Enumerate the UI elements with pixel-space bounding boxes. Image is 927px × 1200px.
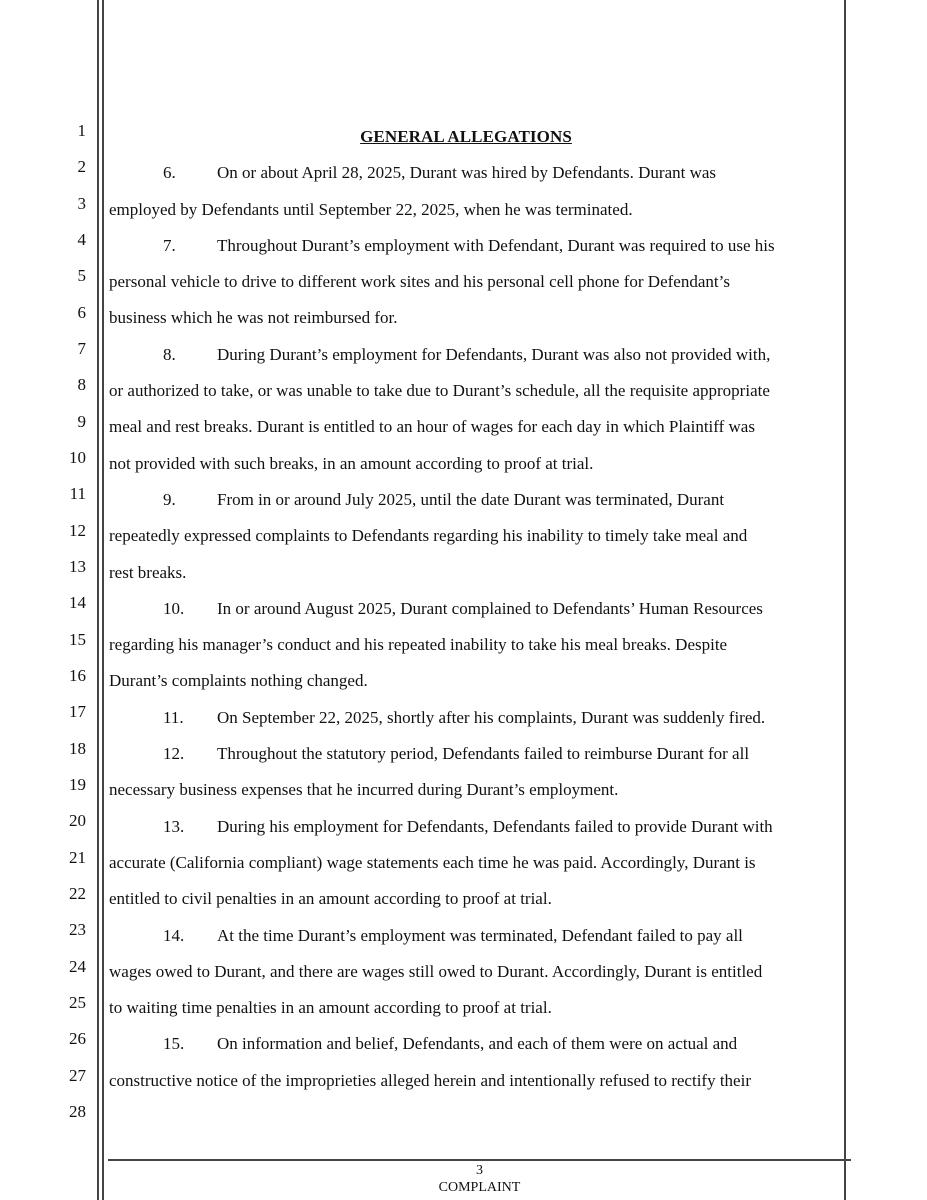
line-number: 3 [77,194,86,213]
line-number: 16 [69,666,86,685]
right-margin-rule [844,0,846,1200]
line-number: 6 [77,303,86,322]
paragraph-line: On information and belief, Defendants, and each of them were on actual and [217,1034,738,1054]
paragraph-number: 6. [163,163,176,183]
line-number: 2 [77,157,86,176]
paragraph-number: 13. [163,816,185,836]
footer-divider [108,1159,851,1161]
section-heading: GENERAL ALLEGATIONS [360,127,572,146]
paragraph-line: In or around August 2025, Durant complained to Defendants’ Human Resources [217,598,763,618]
line-number: 20 [69,811,86,830]
line-number: 18 [69,739,86,758]
paragraph-line: Throughout Durant’s employment with Defendant, Durant was required to use his [217,235,775,255]
line-number: 7 [77,339,86,358]
line-number: 27 [69,1066,86,1085]
paragraph-line: repeatedly expressed complaints to Defendants regarding his inability to timely take meal and [109,526,748,546]
line-number: 8 [77,375,86,394]
line-number: 4 [77,230,86,249]
paragraph-line: rest breaks. [109,562,187,582]
paragraph-line: or authorized to take, or was unable to take due to Durant’s schedule, all the requisite appropriate [109,381,770,401]
line-number: 15 [69,630,86,649]
paragraph-9 [109,482,819,591]
page-number: 3 [476,1163,483,1178]
paragraph-8 [109,337,819,482]
document-body [109,119,819,1099]
line-number: 25 [69,993,86,1012]
paragraph-line: necessary business expenses that he incurred during Durant’s employment. [109,780,619,800]
line-number: 24 [69,957,86,976]
paragraph-15 [109,1026,819,1099]
line-number: 28 [69,1102,86,1121]
pleading-line-numbers [0,0,92,1200]
paragraph-6 [109,155,819,228]
line-number: 1 [77,121,86,140]
paragraph-number: 14. [163,925,185,945]
paragraph-line: business which he was not reimbursed for. [109,308,398,328]
paragraph-line: From in or around July 2025, until the date Durant was terminated, Durant [217,489,725,509]
paragraph-line: On or about April 28, 2025, Durant was hired by Defendants. Durant was [217,163,717,183]
paragraph-number: 7. [163,235,176,255]
paragraph-line: personal vehicle to drive to different work sites and his personal cell phone for Defendant’s [109,272,730,292]
line-number: 23 [69,920,86,939]
paragraph-line: During his employment for Defendants, Defendants failed to provide Durant with [217,816,773,836]
line-number: 26 [69,1029,86,1048]
paragraph-number: 15. [163,1034,185,1054]
document-title: COMPLAINT [438,1180,521,1195]
page-footer [108,1162,851,1196]
line-number: 12 [69,521,86,540]
paragraph-line: wages owed to Durant, and there are wages still owed to Durant. Accordingly, Durant is entitled [109,961,763,981]
paragraph-line: employed by Defendants until September 22, 2025, when he was terminated. [109,199,633,219]
paragraph-number: 8. [163,344,176,364]
paragraph-line: accurate (California compliant) wage statements each time he was paid. Accordingly, Durant is [109,852,756,872]
line-number: 21 [69,848,86,867]
paragraph-10 [109,591,819,700]
left-margin-rule-outer [97,0,99,1200]
paragraph-line: At the time Durant’s employment was terminated, Defendant failed to pay all [217,925,743,945]
paragraph-number: 12. [163,744,185,764]
paragraph-line: During Durant’s employment for Defendants, Durant was also not provided with, [217,344,771,364]
paragraph-number: 9. [163,489,176,509]
paragraph-7 [109,228,819,337]
paragraph-line: to waiting time penalties in an amount according to proof at trial. [109,998,552,1018]
paragraph-13 [109,809,819,918]
paragraph-line: On September 22, 2025, shortly after his complaints, Durant was suddenly fired. [217,707,766,727]
paragraph-number: 11. [163,707,184,727]
line-number: 19 [69,775,86,794]
line-number: 13 [69,557,86,576]
paragraph-line: entitled to civil penalties in an amount according to proof at trial. [109,889,552,909]
paragraph-12 [109,736,819,809]
line-number: 11 [69,484,86,503]
left-margin-rule-inner [102,0,104,1200]
paragraph-line: Durant’s complaints nothing changed. [109,671,368,691]
line-number: 22 [69,884,86,903]
line-number: 14 [69,593,86,612]
line-number: 10 [69,448,86,467]
paragraph-line: constructive notice of the improprieties alleged herein and intentionally refused to rectify their [109,1070,751,1090]
paragraph-11 [109,700,819,736]
line-number: 9 [77,412,86,431]
paragraph-number: 10. [163,598,185,618]
line-number: 17 [69,702,86,721]
paragraph-line: Throughout the statutory period, Defendants failed to reimburse Durant for all [217,744,750,764]
line-number: 5 [77,266,86,285]
paragraph-14 [109,918,819,1027]
paragraph-line: not provided with such breaks, in an amount according to proof at trial. [109,453,594,473]
paragraph-line: regarding his manager’s conduct and his repeated inability to take his meal breaks. Despite [109,635,728,655]
paragraph-line: meal and rest breaks. Durant is entitled to an hour of wages for each day in which Plaintiff was [109,417,755,437]
